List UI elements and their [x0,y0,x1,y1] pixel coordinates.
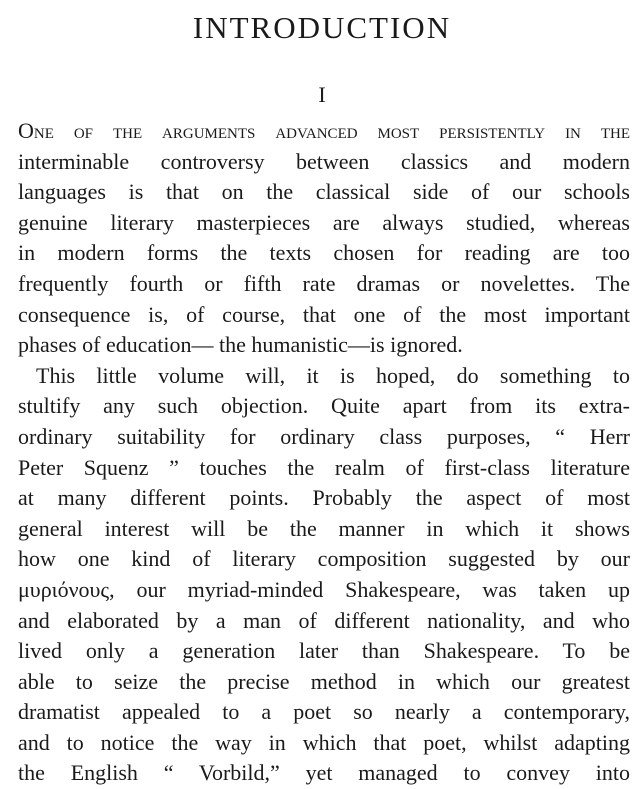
text-line: frequently fourth or fifth rate dramas or novelettes. The [18,270,630,296]
text-line: the English “ Vorbild,” yet managed to convey into [18,760,630,786]
text-line: lived only a generation later than Shakespeare. To be [18,638,630,664]
text-line: One of the arguments advanced most persistently in the [18,118,630,143]
text-line: consequence is, of course, that one of the most important [18,301,630,327]
text-line: languages is that on the classical side of our schools [18,179,630,205]
text-line: ordinary suitability for ordinary class purposes, “ Herr [18,423,630,449]
text-line: and to notice the way in which that poet, whilst adapting [18,729,630,755]
text-line: interminable controversy between classics and modern [18,148,630,174]
text-line: how one kind of literary composition suggested by our [18,546,630,572]
text-line: in modern forms the texts chosen for reading are too [18,240,630,266]
text-line: genuine literary masterpieces are always studied, whereas [18,209,630,235]
section-number: I [318,82,326,107]
body-text [18,116,630,789]
text-line: phases of education— the humanistic—is ignored. [18,332,463,358]
page-heading: INTRODUCTION [192,10,452,45]
text-line: μυριόνους, our myriad-minded Shakespeare, was taken up [18,576,630,602]
text-line: and elaborated by a man of different nationality, and who [18,607,630,633]
text-line: Peter Squenz ” touches the realm of first-class literature [18,454,630,480]
text-line: general interest will be the manner in which it shows [18,515,630,541]
text-line: stultify any such objection. Quite apart from its extra- [18,393,630,419]
text-line: This little volume will, it is hoped, do something to [36,362,630,388]
text-line: able to seize the precise method in which our greatest [18,668,630,694]
text-line: at many different points. Probably the aspect of most [18,485,630,511]
text-line: dramatist appealed to a poet so nearly a contemporary, [18,699,630,725]
